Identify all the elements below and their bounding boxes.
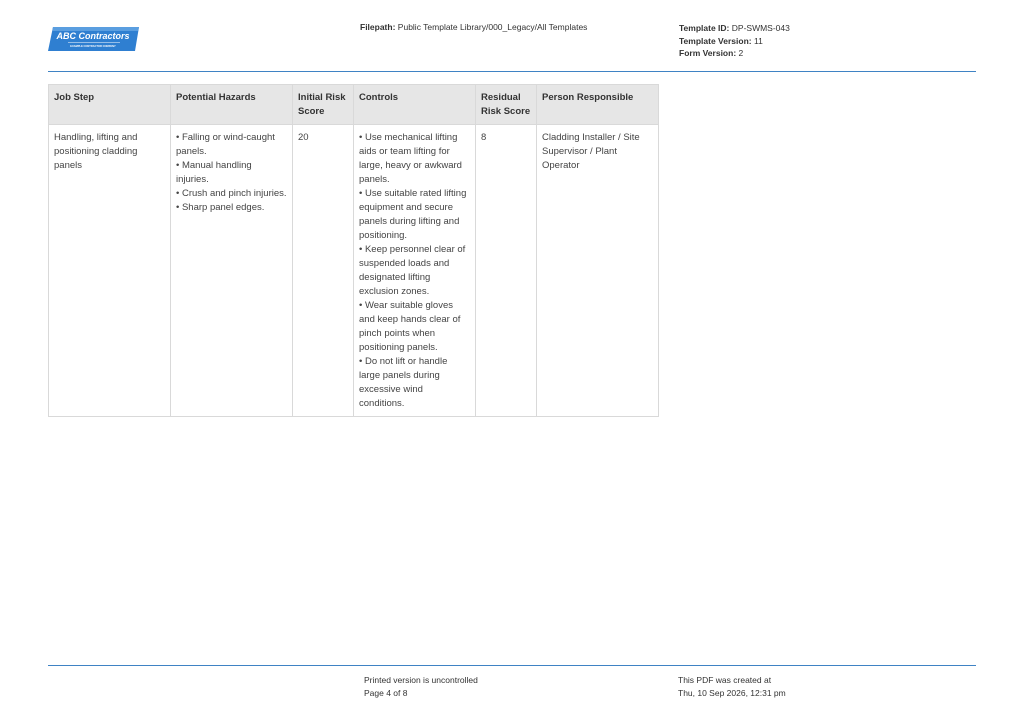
template-id <box>679 22 790 35</box>
hazard-item: • Manual handling injuries. <box>176 159 287 187</box>
template-version <box>679 35 790 48</box>
header-job-step: Job Step <box>49 85 171 125</box>
filepath <box>360 22 587 32</box>
footer-divider <box>48 665 976 666</box>
created-timestamp: Thu, 10 Sep 2026, 12:31 pm <box>678 687 786 698</box>
form-version-value: 2 <box>738 48 744 58</box>
controls-list <box>359 131 470 411</box>
company-logo <box>48 26 140 52</box>
template-meta <box>679 22 790 60</box>
hazards-list <box>176 131 287 215</box>
hazard-item: • Sharp panel edges. <box>176 201 287 215</box>
form-version <box>679 47 790 60</box>
header-residual-risk-score: Residual Risk Score <box>476 85 537 125</box>
header-initial-risk-score: Initial Risk Score <box>293 85 354 125</box>
hazard-item: • Falling or wind-caught panels. <box>176 131 287 159</box>
footer-center <box>364 674 478 699</box>
swms-table <box>48 84 659 417</box>
header-divider <box>48 71 976 72</box>
template-id-label: Template ID: <box>679 23 730 33</box>
template-id-value: DP-SWMS-043 <box>731 23 790 33</box>
template-version-label: Template Version: <box>679 35 752 46</box>
cell-initial-risk-score: 20 <box>293 125 354 417</box>
cell-controls <box>354 125 476 417</box>
filepath-label: Filepath: <box>360 22 396 32</box>
control-item: • Use mechanical lifting aids or team lifting for large, heavy or awkward panels. <box>359 131 470 187</box>
header-controls: Controls <box>354 85 476 125</box>
hazard-item: • Crush and pinch injuries. <box>176 187 287 201</box>
cell-potential-hazards <box>171 125 293 417</box>
uncontrolled-notice: Printed version is uncontrolled <box>364 675 478 685</box>
filepath-value: Public Template Library/000_Legacy/All Templates <box>397 22 588 32</box>
created-label: This PDF was created at <box>678 675 772 685</box>
footer-right <box>678 674 786 699</box>
table-header-row <box>49 85 659 125</box>
template-version-value: 11 <box>753 35 763 46</box>
form-version-label: Form Version: <box>679 48 737 58</box>
header-person-responsible: Person Responsible <box>537 85 659 125</box>
control-item: • Use suitable rated lifting equipment and secure panels during lifting and positioning. <box>359 187 470 243</box>
cell-residual-risk-score: 8 <box>476 125 537 417</box>
table-row <box>49 125 659 417</box>
logo-name: ABC Contractors <box>56 31 130 41</box>
control-item: • Do not lift or handle large panels during excessive wind conditions. <box>359 355 470 411</box>
control-item: • Wear suitable gloves and keep hands clear of pinch points when positioning panels. <box>359 299 470 355</box>
header-potential-hazards: Potential Hazards <box>171 85 293 125</box>
cell-job-step: Handling, lifting and positioning cladding panels <box>49 125 171 417</box>
page-indicator: Page 4 of 8 <box>364 687 408 698</box>
cell-person-responsible: Cladding Installer / Site Supervisor / Plant Operator <box>537 125 659 417</box>
control-item: • Keep personnel clear of suspended loads and designated lifting exclusion zones. <box>359 243 470 299</box>
logo-tagline: EXAMPLE CONTRACTOR COMPANY <box>70 45 116 48</box>
